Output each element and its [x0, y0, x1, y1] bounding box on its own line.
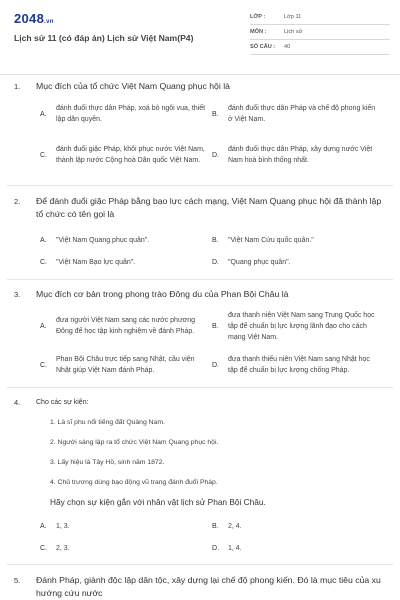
option-b[interactable] [212, 229, 384, 251]
meta-row-count [250, 40, 390, 55]
options [40, 99, 384, 177]
option-text: Phan Bội Châu trực tiếp sang Nhật, cầu viện Nhật giúp Việt Nam đánh Pháp. [56, 356, 195, 374]
option-text: "Việt Nam Cứu quốc quân." [228, 236, 314, 244]
option-text: "Quang phục quân". [228, 258, 291, 266]
option-c[interactable] [40, 133, 212, 177]
option-text: 1, 4. [228, 544, 242, 552]
meta-table [250, 10, 390, 55]
question-2 [0, 195, 400, 273]
question-text: Mục đích cơ bản trong phong trào Đông du của Phan Bội Châu là [36, 289, 289, 299]
option-text: 2, 3. [56, 544, 70, 552]
option-letter: C. [40, 258, 47, 266]
header-divider [0, 74, 400, 75]
meta-label: MÔN : [250, 29, 267, 35]
document-title: Lịch sử 11 (có đáp án) Lịch sử Việt Nam(P4) [14, 33, 194, 43]
option-a[interactable] [40, 99, 212, 129]
option-text: đưa thanh niên Việt Nam sang Trung Quốc học tập để chuẩn bị lực lượng lãnh đạo cho cách mạng Việt Nam. [228, 311, 375, 341]
option-a[interactable] [40, 516, 212, 536]
option-letter: C. [40, 151, 47, 159]
question-divider [7, 279, 393, 280]
option-letter: A. [40, 322, 47, 330]
option-letter: B. [212, 522, 219, 530]
question-list [0, 80, 400, 600]
question-divider [7, 564, 393, 565]
option-letter: D. [212, 361, 219, 369]
option-b[interactable] [212, 516, 384, 536]
event-item-4: 4. Chủ trương dùng bạo động vũ trang đánh đuổi Pháp. [50, 479, 218, 486]
question-number: 3. [14, 290, 21, 299]
question-divider [7, 387, 393, 388]
meta-label: LỚP : [250, 14, 266, 20]
option-letter: A. [40, 236, 47, 244]
question-number: 1. [14, 82, 21, 91]
question-header [14, 396, 384, 409]
options [40, 516, 384, 558]
question-header [14, 288, 384, 301]
option-a[interactable] [40, 229, 212, 251]
option-text: đánh đuổi thực dân Pháp, xoá bỏ ngôi vua, thiết lập dân quyền. [56, 105, 206, 123]
option-b[interactable] [212, 307, 384, 345]
event-item-2: 2. Người sáng lập ra tổ chức Việt Nam Quang phục hội. [50, 439, 219, 446]
site-logo[interactable] [14, 11, 54, 26]
option-text: "Việt Nam Bạo lực quân". [56, 258, 136, 266]
meta-value: 40 [284, 44, 291, 50]
options [40, 229, 384, 273]
option-letter: D. [212, 151, 219, 159]
question-number: 5. [14, 576, 21, 585]
meta-row-subject [250, 25, 390, 40]
event-item-3: 3. Lấy hiệu là Tây Hồ, sinh năm 1872. [50, 459, 165, 466]
option-text: 2, 4. [228, 522, 242, 530]
question-number: 4. [14, 398, 21, 407]
meta-label: SỐ CÂU : [250, 44, 276, 50]
meta-value: Lịch sử [284, 29, 303, 35]
option-d[interactable] [212, 349, 384, 381]
option-letter: D. [212, 258, 219, 266]
logo-tld: .vn [44, 19, 54, 25]
question-4 [0, 396, 400, 558]
question-1 [0, 80, 400, 177]
option-letter: C. [40, 361, 47, 369]
option-d[interactable] [212, 251, 384, 273]
options [40, 307, 384, 381]
option-letter: B. [212, 322, 219, 330]
option-c[interactable] [40, 538, 212, 558]
question-text: Mục đích của tổ chức Việt Nam Quang phục hội là [36, 81, 230, 91]
option-letter: B. [212, 110, 219, 118]
meta-value: Lớp 11 [284, 14, 302, 20]
option-letter: B. [212, 236, 219, 244]
question-number: 2. [14, 197, 21, 206]
option-d[interactable] [212, 538, 384, 558]
option-letter: C. [40, 544, 47, 552]
option-text: đưa người Việt Nam sang các nước phương Đông để học tập kinh nghiệm về đánh Pháp. [56, 317, 196, 335]
question-divider [7, 185, 393, 186]
option-c[interactable] [40, 349, 212, 381]
option-letter: A. [40, 522, 47, 530]
option-text: đánh đuổi thực dân Pháp và chế độ phong kiến ở Việt Nam. [228, 105, 376, 123]
event-item-1: 1. Là sĩ phu nổi tiếng đất Quảng Nam. [50, 419, 165, 426]
question-text: Cho các sự kiện: [36, 399, 89, 406]
question-header [14, 574, 384, 600]
question-text: Đánh Pháp, giành độc lập dân tộc, xây dựng lại chế độ phong kiến. Đó là mục tiêu của xu hướng cứu nước [36, 575, 381, 598]
option-b[interactable] [212, 99, 384, 129]
question-prompt: Hãy chọn sự kiện gắn với nhân vật lịch sử Phan Bội Châu. [50, 497, 266, 507]
question-3 [0, 288, 400, 381]
option-c[interactable] [40, 251, 212, 273]
header [0, 0, 400, 64]
option-text: đánh đuổi giặc Pháp, khôi phục nước Việt Nam, thành lập nước Cộng hoà Dân quốc Việt Nam. [56, 146, 205, 164]
meta-row-class [250, 10, 390, 25]
option-letter: D. [212, 544, 219, 552]
logo-main: 2048 [14, 11, 45, 26]
option-letter: A. [40, 110, 47, 118]
question-header [14, 195, 384, 221]
question-5 [0, 574, 400, 600]
option-d[interactable] [212, 133, 384, 177]
question-header [14, 80, 384, 93]
option-text: "Việt Nam Quang phục quân". [56, 236, 150, 244]
option-a[interactable] [40, 307, 212, 345]
option-text: đánh đuổi thực dân Pháp, xây dựng nước Việt Nam hoà bình thống nhất. [228, 146, 373, 164]
option-text: 1, 3. [56, 522, 70, 530]
option-text: đưa thanh thiếu niên Việt Nam sang Nhật học tập để chuẩn bị lực lượng chống Pháp. [228, 356, 370, 374]
question-text: Để đánh đuổi giặc Pháp bằng bạo lực cách mạng, Việt Nam Quang phục hội đã thành lập tổ chức có tên gọi là [36, 196, 382, 219]
